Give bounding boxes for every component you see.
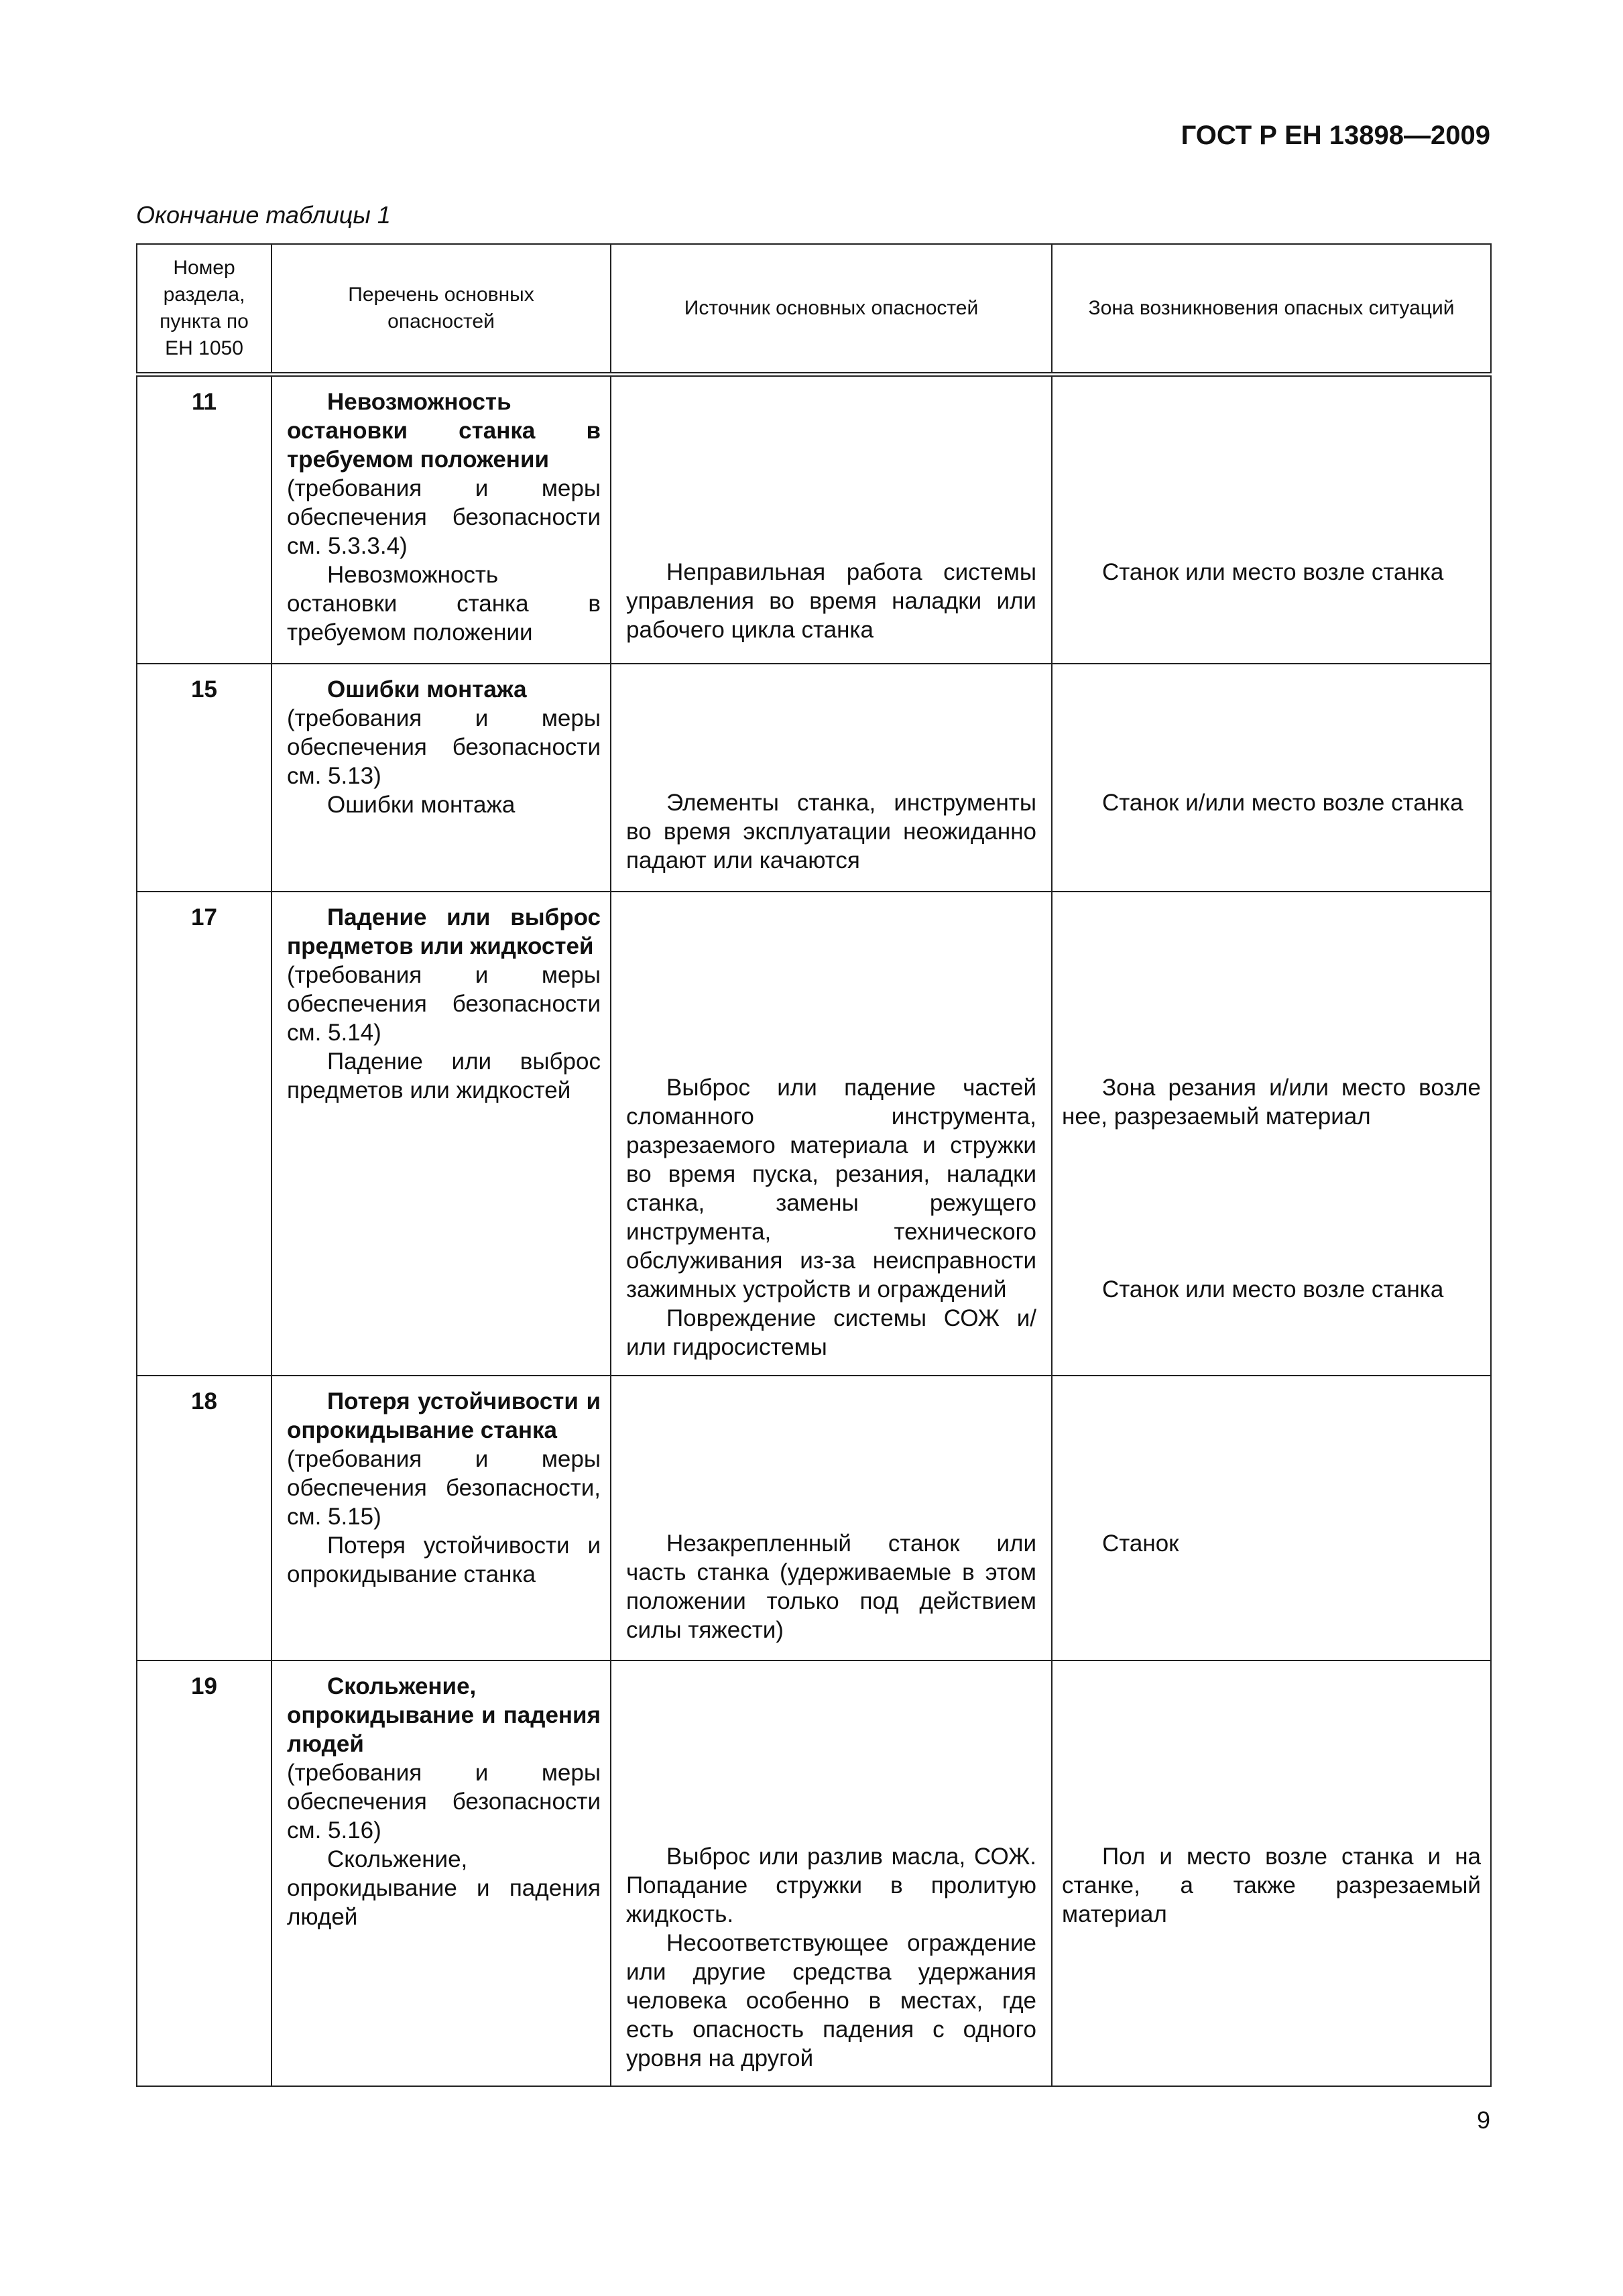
table-header-row [137,244,1491,375]
hazard-reference: (требования и меры обеспечения безопасности см. 5.16) [287,1759,601,1844]
hazard-reference: (требования и меры обеспечения безопасности см. 5.13) [287,705,601,789]
source-text: Повреждение системы СОЖ и/или гидросистемы [626,1305,1036,1360]
section-number: 15 [137,664,272,892]
table-row [137,664,1491,892]
hazard-reference: (требования и меры обеспечения безопасности см. 5.3.3.4) [287,475,601,559]
hazard-reference: (требования и меры обеспечения безопасности, см. 5.15) [287,1445,601,1530]
zone-text: Станок или место возле станка [1102,559,1444,585]
section-number: 18 [137,1376,272,1660]
hazard-item: Невозможность остановки станка в требуемом положении [287,562,601,646]
table-row [137,1376,1491,1660]
table-row [137,1660,1491,2086]
zone-cell [1052,1660,1491,2086]
zone-cell [1052,1376,1491,1660]
zone-cell [1052,664,1491,892]
hazard-table [136,243,1492,2087]
hazard-cell [272,664,611,892]
zone-text: Зона резания и/или место возле нее, разрезаемый материал [1062,1074,1481,1130]
hazard-cell [272,1376,611,1660]
source-cell [611,1660,1052,2086]
table-row [137,892,1491,1376]
hazard-title: Ошибки монтажа [327,676,527,703]
source-cell [611,1376,1052,1660]
section-number: 19 [137,1660,272,2086]
column-header-source: Источник основных опасностей [611,244,1052,375]
hazard-title: Потеря устойчивости и опрокидывание станка [287,1388,601,1443]
hazard-item: Падение или выброс предметов или жидкостей [287,1048,601,1103]
hazard-cell [272,892,611,1376]
source-text: Выброс или падение частей сломанного инструмента, разрезаемого материала и стружки во время пуска, резания, наладки станка, замены режущего инструмента, технического обслуживания из-за неисправности зажимных устройств и ограждений [626,1074,1036,1303]
zone-text: Станок и/или место возле станка [1102,789,1463,816]
table-row [137,375,1491,664]
hazard-title: Падение или выброс предметов или жидкостей [287,904,601,959]
column-header-zone: Зона возникновения опасных ситуаций [1052,244,1491,375]
hazard-item: Потеря устойчивости и опрокидывание станка [287,1532,601,1587]
document-header: ГОСТ Р ЕН 13898—2009 [1181,121,1490,150]
zone-cell [1052,892,1491,1376]
hazard-reference: (требования и меры обеспечения безопасности см. 5.14) [287,961,601,1046]
column-header-hazards: Перечень основных опасностей [272,244,611,375]
source-text: Элементы станка, инструменты во время эксплуатации неожиданно падают или качаются [626,789,1036,873]
hazard-cell [272,375,611,664]
hazard-title: Скольжение, опрокидывание и падения людей [287,1673,601,1757]
source-text: Несоответствующее ограждение или другие средства удержания человека особенно в местах, где есть опасность падения с одного уровня на другой [626,1929,1036,2071]
page-number: 9 [1476,2106,1490,2134]
source-cell [611,664,1052,892]
zone-text: Пол и место возле станка и на станке, а также разрезаемый материал [1062,1843,1481,1927]
source-text: Выброс или разлив масла, СОЖ. Попадание стружки в пролитую жидкость. [626,1843,1036,1927]
zone-cell [1052,375,1491,664]
hazard-title: Невозможность остановки станка в требуемом положении [287,389,601,473]
section-number: 17 [137,892,272,1376]
zone-text: Станок [1102,1530,1179,1557]
zone-text: Станок или место возле станка [1102,1276,1444,1303]
hazard-item: Ошибки монтажа [327,791,516,818]
source-cell [611,375,1052,664]
section-number: 11 [137,375,272,664]
source-cell [611,892,1052,1376]
source-text: Незакрепленный станок или часть станка (удерживаемые в этом положении только под действием силы тяжести) [626,1530,1036,1643]
table-caption: Окончание таблицы 1 [136,201,391,229]
source-text: Неправильная работа системы управления во время наладки или рабочего цикла станка [626,559,1036,643]
column-header-section-number: Номер раздела, пункта по ЕН 1050 [137,244,272,375]
hazard-item: Скольжение, опрокидывание и падения людей [287,1846,601,1930]
hazard-cell [272,1660,611,2086]
